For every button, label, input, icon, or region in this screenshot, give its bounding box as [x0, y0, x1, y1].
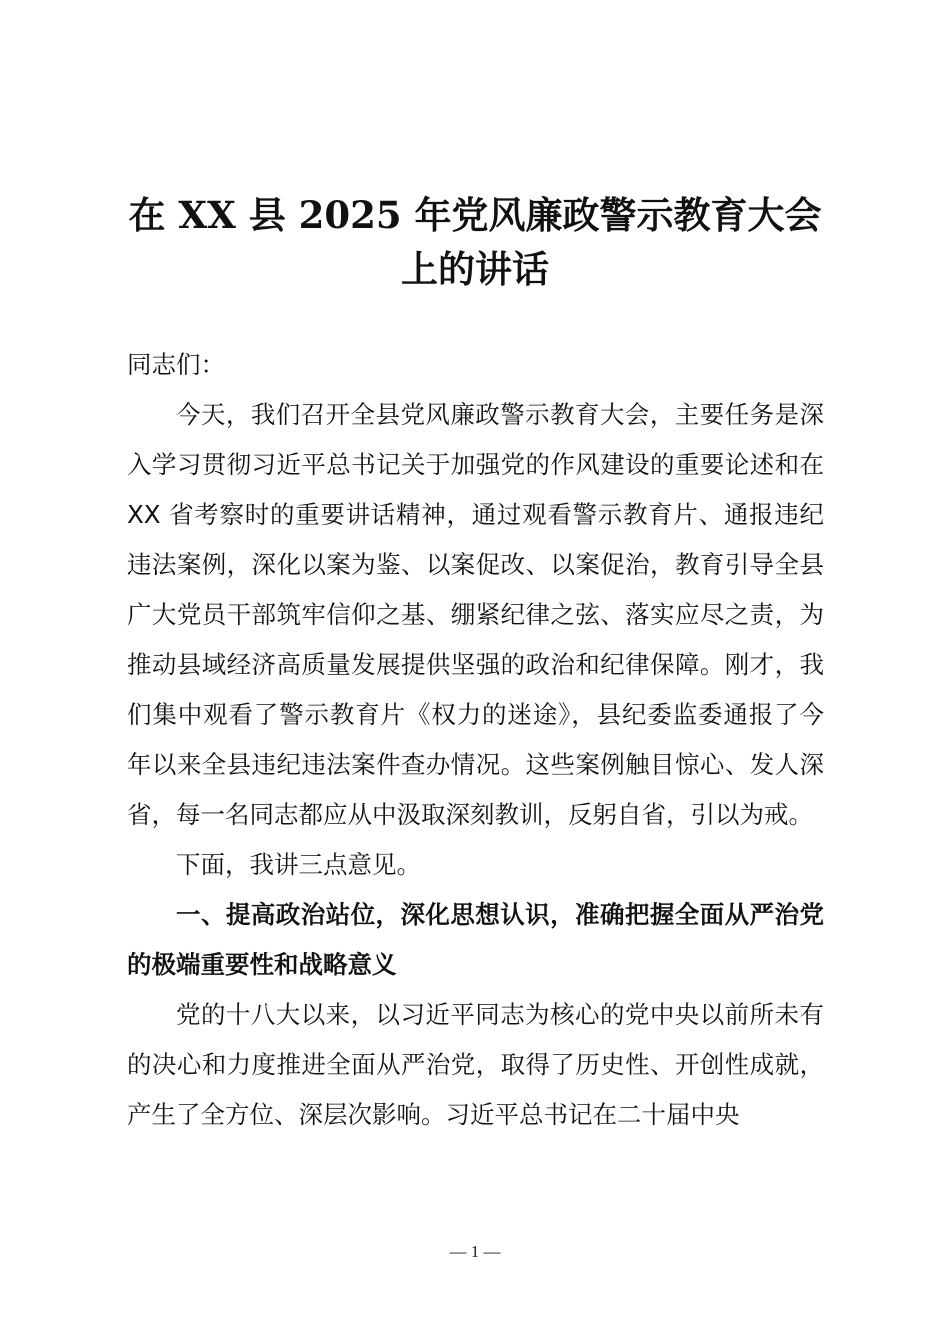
- title-line-1: 在 XX 县 2025 年党风廉政警示教育大会: [128, 193, 822, 237]
- transition-paragraph: 下面，我讲三点意见。: [176, 850, 421, 879]
- page-number: — 1 —: [449, 1242, 501, 1261]
- title-line-2: 上的讲话: [401, 247, 549, 291]
- section-1-paragraph: 党的十八大以来，以习近平同志为核心的党中央以前所未有的决心和力度推进全面从严治党，取得了历史性、开创性成就，产生了全方位、深层次影响。习近平总书记在二十届中央: [127, 1000, 824, 1129]
- document-body: [127, 340, 824, 1140]
- salutation: 同志们：: [127, 350, 225, 379]
- document-title: [100, 188, 850, 296]
- opening-paragraph: 今天，我们召开全县党风廉政警示教育大会，主要任务是深入学习贯彻习近平总书记关于加强党的作风建设的重要论述和在 XX 省考察时的重要讲话精神，通过观看警示教育片、通报违纪违法案例，深化以案为鉴、以案促改、以案促治，教育引导全县广大党员干部筑牢信仰之基、绷紧纪律之弦、落实应尽之责，为推动县域经济高质量发展提供坚强的政治和纪律保障。刚才，我们集中观看了警示教育片《权力的迷途》，县纪委监委通报了今年以来全县违纪违法案件查办情况。这些案例触目惊心、发人深省，每一名同志都应从中汲取深刻教训，反躬自省，引以为戒。: [127, 400, 824, 829]
- section-1-heading: 一、提高政治站位，深化思想认识，准确把握全面从严治党的极端重要性和战略意义: [127, 900, 824, 979]
